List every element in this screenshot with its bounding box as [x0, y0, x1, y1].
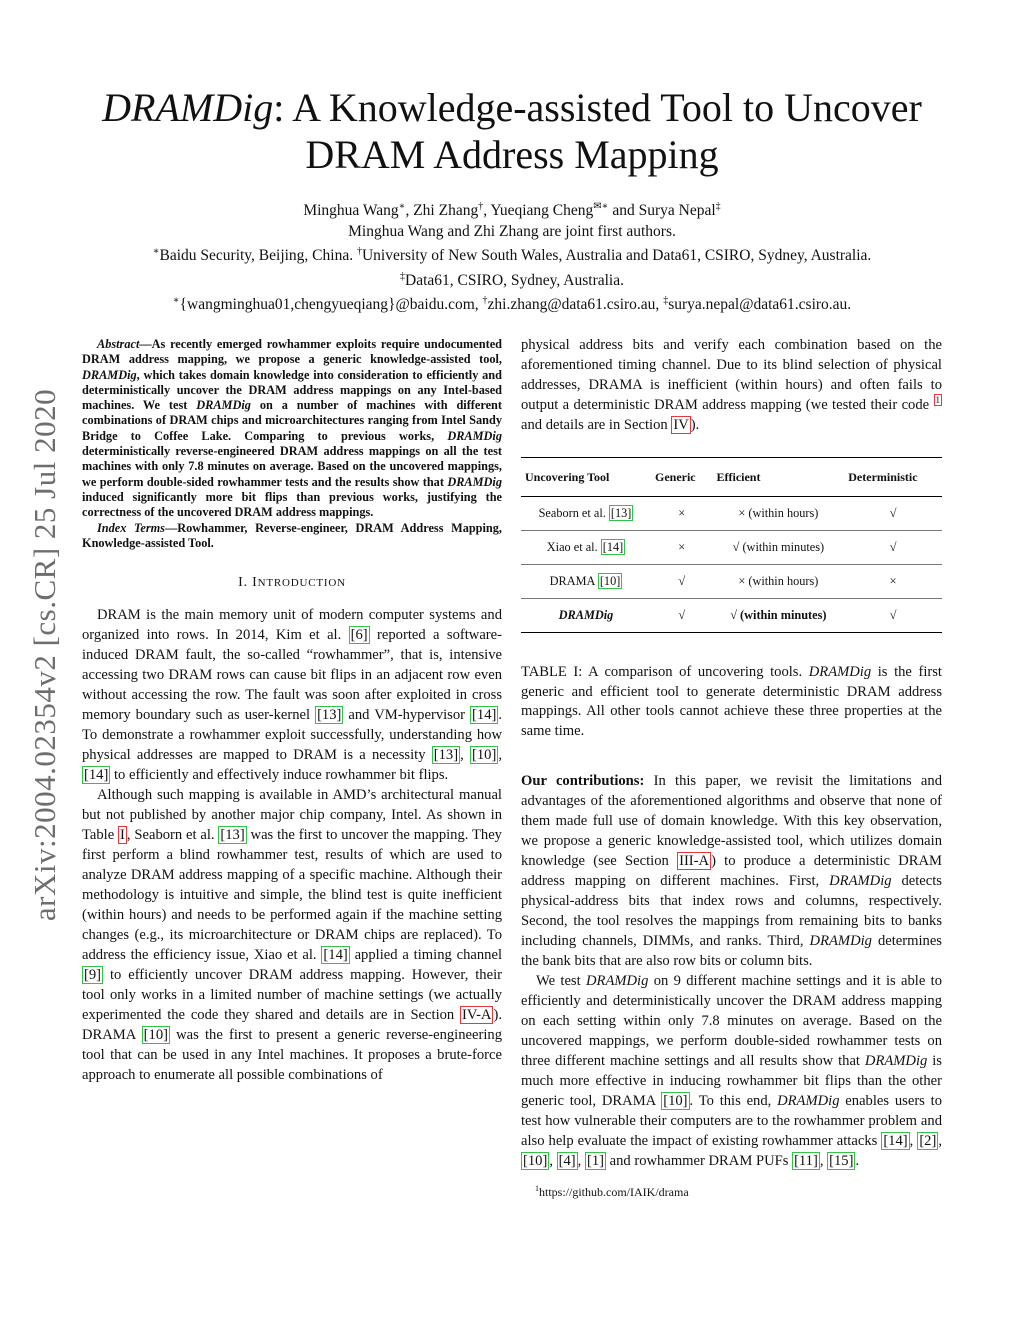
affiliation-1: Baidu Security, Beijing, China. [159, 247, 357, 265]
author-4: and Surya Nepal [608, 202, 716, 220]
right-p3-text-1: We test [536, 973, 586, 990]
abstract-tool-1: DRAMDig [82, 367, 137, 382]
email-mark-1: ∗ [172, 295, 180, 307]
table-cell-generic: × [651, 497, 713, 531]
author-block [60, 197, 964, 316]
citation-link[interactable]: [14] [602, 540, 624, 554]
right-p3-sep: , [819, 1153, 828, 1170]
contrib-text-1: In this paper, we revisit the limitations and advantages of the aforementioned algorithms and observe that none of them made full use of domain knowledge. With this key observation, we propose a generic knowledge-assisted tool, which utilizes domain knowledge (see Section [521, 773, 942, 870]
right-p3-sep: , [938, 1133, 942, 1150]
citation-link[interactable]: [9] [84, 967, 102, 984]
table-header-cell: Uncovering Tool [521, 458, 651, 497]
intro-p2-text-7: was the first to present a generic reverse-engineering tool that can be used in any Intel machines. It proposes a brute-force approach to enumerate all possible combinations of [82, 1027, 502, 1084]
author-3-mark: ✉∗ [593, 201, 609, 212]
contrib-text-4: determines the bank bits that are also row bits or column bits. [521, 933, 942, 970]
table-link[interactable]: I [120, 827, 125, 844]
abstract-text-1: As recently emerged rowhammer exploits require undocumented DRAM address mapping, we propose a generic knowledge-assisted tool, [82, 337, 502, 367]
intro-paragraph-2 [82, 785, 502, 1085]
author-4-mark: ‡ [715, 201, 721, 212]
arxiv-stamp [28, 365, 63, 945]
caption-text: is the first generic and efficient tool to generate deterministic DRAM address mappings. All other tools cannot achieve these three properties at the same time. [521, 664, 942, 739]
tool-name: Seaborn et al. [538, 506, 609, 520]
table-cell-deterministic: √ [844, 497, 942, 531]
title-rest: : A Knowledge-assisted Tool to Uncover [273, 85, 922, 130]
table-cell-deterministic: × [844, 565, 942, 599]
author-2: , Zhi Zhang [405, 202, 479, 220]
tool-name: DRAMA [549, 574, 598, 588]
citation-link[interactable]: [10] [143, 1027, 168, 1044]
footnote [535, 1184, 689, 1200]
intro-p2-text-2: , Seaborn et al. [126, 827, 219, 844]
contrib-tool-1: DRAMDig [829, 873, 892, 890]
section-initial: I [252, 575, 258, 591]
tool-name: Xiao et al. [546, 540, 601, 554]
intro-p2-text-3: was the first to uncover the mapping. They first perform a blind rowhammer test, results of which are used to analyze DRAM address mapping of a specific machine. Although their methodology is intuitive and simple, the blind test is quite inefficient (within hours) and needs to be performed again if the machine setting changes (e.g., its microarchitecture or DRAM chips are replaced). To address the efficiency issue, Xiao et al. [82, 827, 502, 964]
intro-p1-text-3: and VM-hypervisor [343, 707, 471, 724]
caption-label: TABLE I: A comparison of uncovering tools. [521, 664, 809, 680]
tool-name: DRAMDig [558, 608, 614, 622]
caption-tool: DRAMDig [808, 664, 872, 680]
author-3: , Yueqiang Cheng [483, 202, 594, 220]
joint-authors-note: Minghua Wang and Zhi Zhang are joint first authors. [348, 222, 676, 240]
right-p3-text-2: on 9 different machine settings and it is able to efficiently and deterministically uncover the DRAM address mapping on each setting within only 7.8 minutes on average. Based on the uncovered mappings, we perform double-sided rowhammer tests on three different machine settings and all results show that [521, 973, 942, 1070]
table-cell-generic: × [651, 531, 713, 565]
right-p3-text-7: . [855, 1153, 860, 1170]
emails [60, 291, 964, 316]
aff-mark-2: † [356, 246, 362, 258]
email-2[interactable]: zhi.zhang@data61.csiro.au, [487, 296, 664, 314]
footnote-link[interactable]: 1 [935, 395, 940, 406]
contrib-text-3: detects physical-address bits that index rows and columns, respectively. Second, the tool resolves the mappings from remaining bits to banks including channels, DIMMs, and ranks. Third, [521, 873, 942, 950]
contrib-text-2: ) to produce a deterministic DRAM address mapping on different machines. First, [521, 853, 943, 890]
right-paragraph-1 [521, 335, 942, 435]
citation-link[interactable]: [10] [523, 1153, 548, 1170]
right-p3-sep: , [577, 1153, 585, 1170]
email-mark-3: ‡ [663, 295, 669, 307]
right-p3-tool-1: DRAMDig [585, 973, 649, 990]
affiliations [60, 242, 964, 267]
intro-paragraph-1 [82, 605, 502, 785]
abstract-text-4: deterministically reverse-engineered DRAM address mappings on all the test machines with only 7.8 minutes on average. Based on the uncovered mappings, we perform double-sided rowhammer tests and the results show that [82, 444, 502, 489]
index-terms-label: Index Terms [97, 520, 165, 535]
intro-p1-text-1: DRAM is the main memory unit of modern computer systems and organized into rows. In 2014, Kim et al. [82, 607, 502, 644]
section-heading-introduction [82, 573, 502, 593]
affiliation-3-line [60, 267, 964, 292]
table-row [521, 531, 942, 565]
section-link[interactable]: IV-A [462, 1007, 492, 1024]
citation-link[interactable]: [10] [663, 1093, 688, 1110]
abstract-dash: — [139, 337, 152, 351]
table-row [521, 599, 942, 633]
table-row [521, 565, 942, 599]
right-p1-text-2: and details are in Section [521, 417, 672, 433]
citation-link[interactable]: [14] [472, 707, 497, 724]
affiliation-3: Data61, CSIRO, Sydney, Australia. [405, 271, 624, 289]
abstract-text-3: on a number of machines with different combinations of DRAM chips and microarchitectures ranging from Intel Sandy Bridge to Coffee Lake. Comparing to previous works, [82, 398, 502, 443]
table-cell-tool [521, 497, 651, 531]
intro-p1-sep-2: , [498, 747, 502, 764]
email-1[interactable]: {wangminghua01,chengyueqiang}@baidu.com, [179, 296, 483, 314]
table-caption [521, 663, 942, 741]
citation-link[interactable]: [14] [323, 947, 348, 964]
table-cell-tool [521, 531, 651, 565]
abstract-tool-3: DRAMDig [447, 428, 502, 443]
right-p1-text-1: physical address bits and verify each combination based on the aforementioned timing channel. Due to its blind selection of physical addresses, DRAMA is inefficient (within hours) and often fails to output a deterministic DRAM address mapping (we tested their code [521, 337, 942, 413]
author-1-mark: ∗ [398, 201, 406, 212]
footnote-url[interactable]: https://github.com/IAIK/drama [539, 1185, 689, 1199]
citation-link[interactable]: [11] [794, 1153, 818, 1170]
abstract-text-2: , which takes domain knowledge into consideration to efficiently and deterministically uncover the DRAM address mappings on any Intel-based machines. We test [82, 367, 502, 413]
table-cell-deterministic: √ [844, 531, 942, 565]
table-cell-efficient: √ (within minutes) [712, 531, 844, 565]
table-cell-efficient: × (within hours) [712, 565, 844, 599]
footnote-number: 1 [535, 1184, 539, 1193]
intro-p1-text-4: . To demonstrate a rowhammer exploit successfully, understanding how physical addresses are mapped to DRAM is a necessity [82, 707, 503, 764]
table-cell-generic: √ [651, 599, 713, 633]
section-link[interactable]: IV [673, 417, 689, 433]
paper-title [60, 84, 964, 178]
title-line2: DRAM Address Mapping [305, 132, 719, 177]
right-p3-text-6: and rowhammer DRAM PUFs [605, 1153, 793, 1170]
citation-link[interactable]: [13] [220, 827, 245, 844]
table-row [521, 497, 942, 531]
abstract-tool-2: DRAMDig [196, 398, 251, 413]
aff-mark-3: ‡ [400, 270, 405, 282]
citation-link[interactable]: [14] [84, 767, 109, 784]
email-mark-2: † [482, 295, 488, 307]
contributions-heading: Our contributions: [521, 773, 645, 790]
citation-link[interactable]: [15] [829, 1153, 854, 1170]
intro-p1-text-2: reported a software-induced DRAM fault, the so-called “rowhammer”, that is, intensive accessing two DRAM rows can cause bit flips in an adjacent row even without accessing the row. The fault was soon after exploited in cross memory boundary such as user-kernel [82, 627, 502, 724]
citation-link[interactable]: [4] [558, 1153, 576, 1170]
right-p3-text-5: enables users to test how vulnerable their computers are to the rowhammer problem and also help evaluate the impact of existing rowhammer attacks [521, 1093, 942, 1150]
table-header-cell: Generic [651, 458, 713, 497]
intro-p2-text-4: applied a timing channel [349, 947, 503, 964]
citation-link[interactable]: [13] [610, 506, 632, 520]
abstract [82, 337, 502, 521]
table-header-cell: Deterministic [844, 458, 942, 497]
citation-link[interactable]: [10] [599, 574, 621, 588]
title-tool-name: DRAMDig [102, 85, 274, 130]
contributions-paragraph [521, 771, 942, 971]
table-cell-tool [521, 565, 651, 599]
email-3[interactable]: surya.nepal@data61.csiro.au. [668, 296, 852, 314]
aff-mark-1: ∗ [152, 246, 160, 258]
right-p3-tool-3: DRAMDig [777, 1093, 840, 1110]
right-p3-sep: , [549, 1153, 557, 1170]
abstract-tool-4: DRAMDig [447, 474, 502, 489]
arxiv-id: arXiv:2004.02354v2 [cs.CR] 25 Jul 2020 [27, 388, 63, 922]
right-p1-text-3: ). [690, 417, 700, 433]
index-terms [82, 521, 502, 552]
abstract-text-5: induced significantly more bit flips than previous works, justifying the correctness of the uncovered DRAM address mappings. [82, 489, 502, 520]
right-p3-text-4: . To this end, [689, 1093, 778, 1110]
intro-p1-text-5: to efficiently and effectively induce rowhammer bit flips. [110, 767, 449, 784]
intro-p2-text-5: to efficiently uncover DRAM address mapping. However, their tool only works in a limited number of machine settings (we actually experimented the code they shared and details are in Section [82, 967, 502, 1024]
affiliation-2: University of New South Wales, Australia and Data61, CSIRO, Sydney, Australia. [361, 247, 872, 265]
table-header-cell: Efficient [712, 458, 844, 497]
intro-p2-text-1: Although such mapping is available in AMD’s architectural manual but not published by another major chip company, Intel. As shown in Table [82, 787, 502, 844]
right-paragraph-3 [521, 971, 942, 1171]
author-1: Minghua Wang [303, 202, 399, 220]
index-terms-text: Rowhammer, Reverse-engineer, DRAM Address Mapping, Knowledge-assisted Tool. [82, 520, 502, 550]
citation-link[interactable]: [2] [919, 1133, 937, 1150]
intro-p2-text-6: ). DRAMA [82, 1007, 502, 1044]
citation-link[interactable]: [10] [472, 747, 497, 764]
citation-link[interactable]: [13] [433, 747, 459, 764]
citation-link[interactable]: [1] [586, 1153, 604, 1170]
citation-link[interactable]: [6] [350, 627, 368, 644]
right-p3-text-3: is much more effective in inducing rowhammer bit flips than the other generic tool, DRAMA [521, 1053, 942, 1110]
section-number: I. [238, 575, 253, 591]
abstract-label: Abstract [97, 337, 140, 351]
author-names [60, 197, 964, 222]
table-header-row [521, 458, 942, 497]
intro-p1-sep-1: , [460, 747, 471, 764]
table-cell-efficient: √ (within minutes) [712, 599, 844, 633]
table-cell-efficient: × (within hours) [712, 497, 844, 531]
author-2-mark: † [478, 201, 484, 212]
table-cell-deterministic: √ [844, 599, 942, 633]
table-cell-tool [521, 599, 651, 633]
right-p3-tool-2: DRAMDig [864, 1053, 928, 1070]
right-p3-sep: , [909, 1133, 918, 1150]
contrib-tool-2: DRAMDig [809, 933, 872, 950]
citation-link[interactable]: [14] [883, 1133, 908, 1150]
citation-link[interactable]: [13] [317, 707, 342, 724]
section-title-rest: NTRODUCTION [257, 577, 346, 590]
index-dash: — [164, 520, 178, 535]
comparison-table [521, 457, 942, 633]
left-column [82, 337, 502, 1085]
section-link[interactable]: III-A [679, 853, 710, 870]
table-cell-generic: √ [651, 565, 713, 599]
right-column [521, 335, 942, 1171]
